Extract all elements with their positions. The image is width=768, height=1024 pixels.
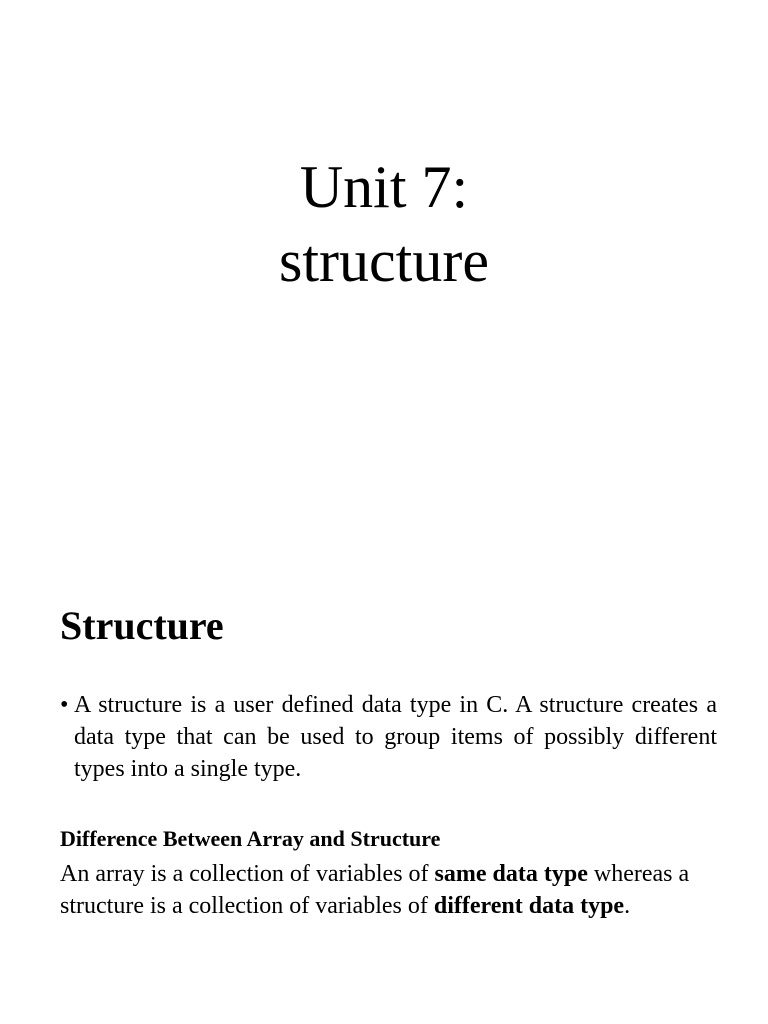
unit-title — [0, 150, 768, 298]
difference-paragraph — [60, 858, 720, 922]
difference-emphasis-1: same data type — [434, 861, 588, 887]
bullet-marker: • — [60, 692, 69, 718]
unit-title-line-1: Unit 7: — [299, 154, 469, 220]
section-heading: Structure — [60, 603, 224, 648]
difference-text-2: whereas a structure is a collection of variables of — [60, 861, 690, 919]
unit-title-line-2: structure — [279, 228, 489, 294]
bullet-item — [60, 689, 717, 785]
difference-emphasis-2: different data type — [433, 893, 625, 919]
content-slide — [0, 512, 768, 1024]
difference-text-1: An array is a collection of variables of — [60, 861, 435, 887]
bullet-text: A structure is a user defined data type in C. A structure creates a data type that can be used to group items of possibly different types into a single type. — [74, 692, 717, 782]
difference-text-3: . — [624, 893, 631, 919]
sub-heading: Difference Between Array and Structure — [60, 826, 441, 851]
